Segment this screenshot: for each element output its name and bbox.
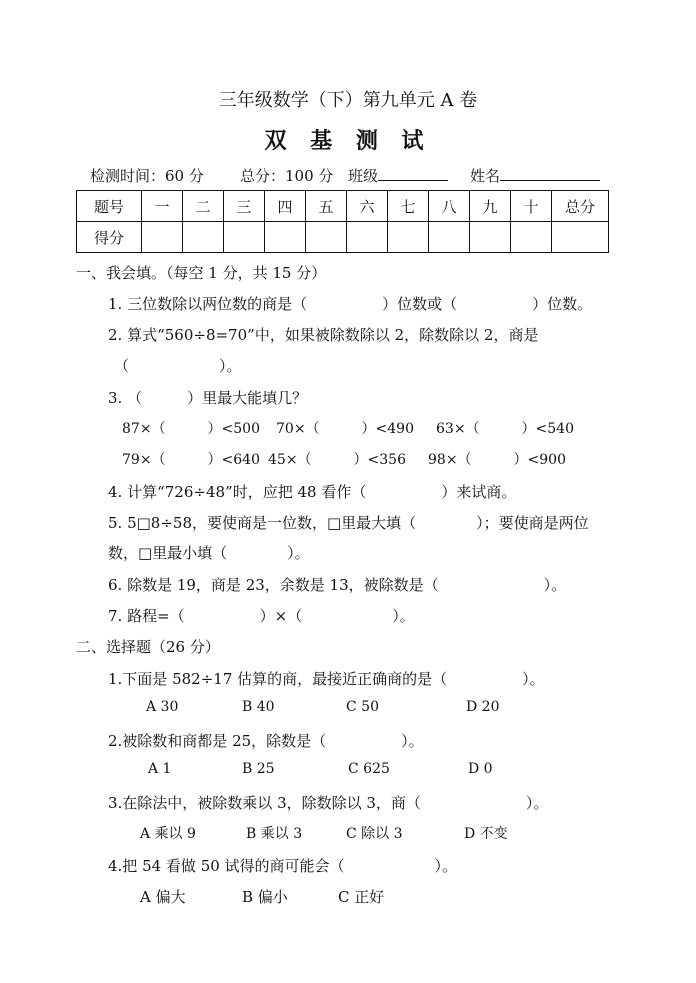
score-cell[interactable] [142,222,183,253]
score-cell[interactable] [552,222,609,253]
q3-item: 98×（ ）<900 [428,452,566,468]
option-d[interactable]: D 20 [466,699,500,715]
header-cell: 四 [265,191,306,222]
option-c[interactable]: C 625 [348,761,390,777]
header-cell: 一 [142,191,183,222]
class-blank[interactable] [378,166,448,181]
name-label: 姓名 [470,167,501,185]
header-cell: 七 [388,191,429,222]
name-field [470,165,600,186]
option-c[interactable]: C 正好 [338,888,385,906]
header-cell: 三 [224,191,265,222]
header-cell: 十 [511,191,552,222]
s1-question-5-cont: 数，□里最小填（ ）。 [108,544,310,562]
header-cell: 八 [429,191,470,222]
option-b[interactable]: B 乘以 3 [246,826,303,842]
score-cell[interactable] [347,222,388,253]
option-d[interactable]: D 0 [468,761,493,777]
s2-question-3: 3.在除法中，被除数乘以 3，除数除以 3，商（ ）。 [108,794,549,812]
page-subtitle: 双 基 测 试 [264,128,432,154]
score-table-score-row [77,222,609,253]
score-cell[interactable] [183,222,224,253]
exam-time: 检测时间：60 分 [90,167,204,185]
s1-question-1: 1. 三位数除以两位数的商是（ ）位数或（ ）位数。 [108,295,593,313]
option-d[interactable]: D 不变 [464,826,508,842]
s1-question-7: 7. 路程=（ ）×（ ）。 [108,607,415,625]
option-b[interactable]: B 25 [242,761,275,777]
option-a[interactable]: A 30 [146,699,179,715]
score-cell[interactable] [429,222,470,253]
option-c[interactable]: C 50 [346,699,379,715]
option-a[interactable]: A 1 [148,761,172,777]
total-score: 总分：100 分 [240,167,334,185]
score-cell[interactable] [470,222,511,253]
q3-item: 87×（ ）<500 [122,421,260,437]
s1-question-2-blank: （ ）。 [114,357,242,375]
score-table-header-row [77,191,609,222]
q3-item: 70×（ ）<490 [276,421,414,437]
score-cell[interactable] [224,222,265,253]
name-blank[interactable] [500,166,600,181]
s1-question-5: 5. 5□8÷58，要使商是一位数，□里最大填（ ）；要使商是两位 [108,514,589,532]
score-cell[interactable] [306,222,347,253]
q3-item: 63×（ ）<540 [436,421,574,437]
score-table [76,190,609,253]
section2-heading: 二、选择题（26 分） [76,638,220,656]
s2-question-2: 2.被除数和商都是 25，除数是（ ）。 [108,732,424,750]
page-title: 三年级数学（下）第九单元 A 卷 [218,90,478,111]
s2-question-1: 1.下面是 582÷17 估算的商，最接近正确商的是（ ）。 [108,670,545,688]
header-cell: 题号 [77,191,142,222]
option-b[interactable]: B 40 [242,699,275,715]
class-field [348,165,448,186]
option-a[interactable]: A 乘以 9 [140,826,196,842]
section1-heading: 一、我会填。（每空 1 分，共 15 分） [76,264,327,282]
header-cell: 九 [470,191,511,222]
header-cell: 二 [183,191,224,222]
s1-question-2: 2. 算式“560÷8=70”中，如果被除数除以 2，除数除以 2，商是 [108,326,539,344]
score-cell[interactable] [388,222,429,253]
class-label: 班级 [348,167,379,185]
q3-item: 79×（ ）<640 [122,452,260,468]
header-cell: 五 [306,191,347,222]
option-b[interactable]: B 偏小 [242,888,288,906]
score-cell[interactable] [265,222,306,253]
score-cell[interactable] [511,222,552,253]
score-label-cell: 得分 [77,222,142,253]
s1-question-4: 4. 计算“726÷48”时，应把 48 看作（ ）来试商。 [108,483,517,501]
option-c[interactable]: C 除以 3 [346,826,403,842]
option-a[interactable]: A 偏大 [140,888,186,906]
header-cell: 总分 [552,191,609,222]
s1-question-3: 3. （ ）里最大能填几？ [108,389,308,407]
s1-question-6: 6. 除数是 19，商是 23，余数是 13，被除数是（ ）。 [108,576,567,594]
q3-item: 45×（ ）<356 [268,452,406,468]
header-cell: 六 [347,191,388,222]
s2-question-4: 4.把 54 看做 50 试得的商可能会（ ）。 [108,857,458,875]
